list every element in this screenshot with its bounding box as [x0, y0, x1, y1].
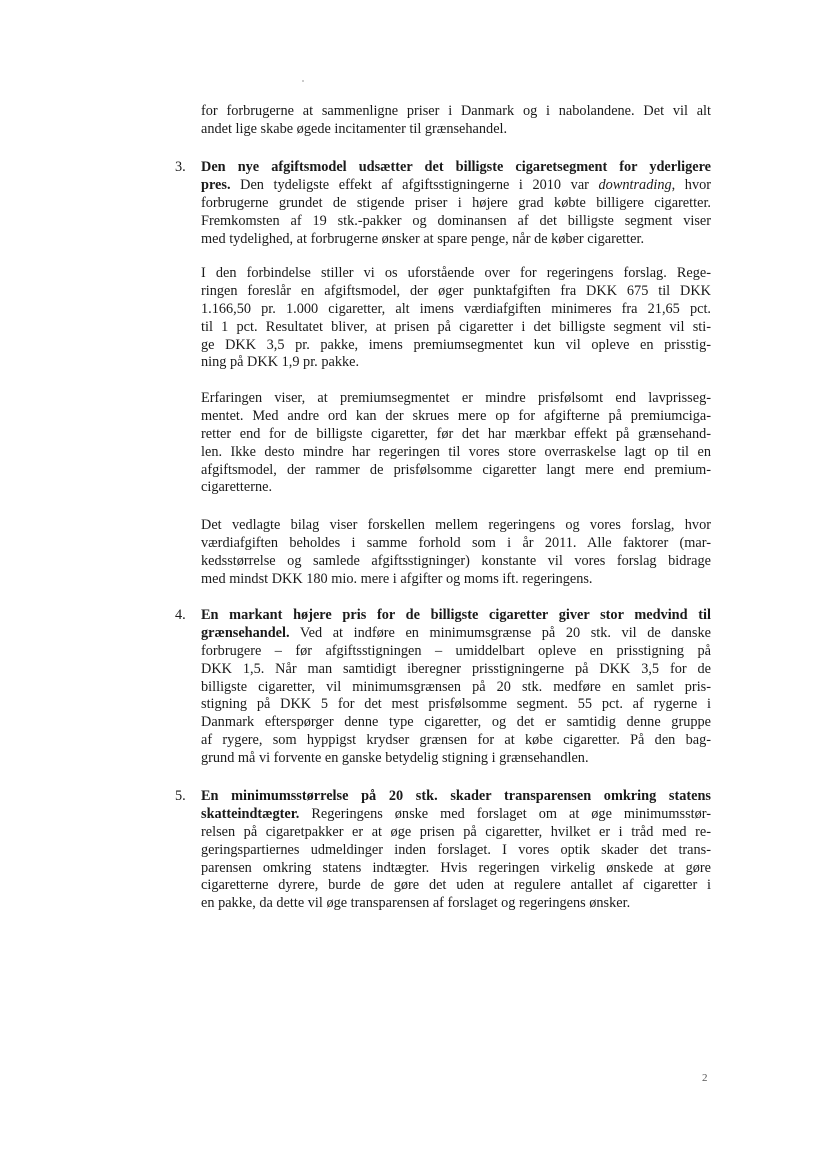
item-heading: [201, 159, 711, 177]
text-line: stigning på DKK 5 for det mest prisfølsomme segment. 55 pct. af rygerne i: [201, 696, 711, 713]
text-line: geringspartiernes udmeldinger inden forslaget. I vores optik skader det trans-: [201, 841, 711, 858]
text-line: forbrugerne grundet de stigende priser i højere grad købte billigere cigaretter.: [201, 194, 711, 211]
intro-paragraph: [201, 103, 711, 139]
text-line: cigaretterne.: [201, 479, 273, 496]
list-number: 4.: [175, 607, 186, 623]
text-line: af rygere, som hyppigst krydser grænsen for at købe cigaretter. På den bag-: [201, 732, 711, 749]
page-number: 2: [702, 1072, 708, 1084]
text-line: billigste cigaretter, vil minimumsgrænsen på 20 stk. medføre en samlet pris-: [201, 678, 711, 695]
list-number: 5.: [175, 788, 186, 804]
text-span: Ved at indføre en minimumsgrænse på 20 stk. vil de danske: [289, 624, 711, 641]
paragraph-erfaringen: [201, 390, 711, 497]
text-line: andet lige skabe øgede incitamenter til grænsehandel.: [201, 120, 508, 137]
item-heading-text: En markant højere pris for de billigste cigaretter giver stor medvind til: [201, 607, 711, 623]
text-line: med tydelighed, at forbrugerne ønsker at spare penge, når de køber cigaretter.: [201, 230, 645, 247]
text-line: ge DKK 3,5 pr. pakke, imens premiumsegmentet kun vil opleve en prisstig-: [201, 336, 711, 353]
text-line: ning på DKK 1,9 pr. pakke.: [201, 354, 360, 371]
text-span: Den tydeligste effekt af afgiftsstigningerne i 2010 var: [230, 176, 599, 193]
text-line: DKK 1,5. Når man samtidigt iberegner prisstigningerne på DKK 3,5 for de: [201, 660, 711, 677]
item-heading-text: Den nye afgiftsmodel udsætter det billigste cigaretsegment for yderligere: [201, 159, 711, 175]
text-line: afgiftsmodel, der rammer de prisfølsomme cigaretter langt mere end premium-: [201, 461, 711, 478]
text-line: 1.166,50 pr. 1.000 cigaretter, alt imens værdiafgiften minimeres fra 21,65 pct.: [201, 300, 711, 317]
text-line: en pakke, da dette vil øge transparensen af forslaget og regeringens ønsker.: [201, 895, 631, 912]
text-line: parensen omkring statens indtægter. Hvis regeringen virkelig ønskede at gøre: [201, 859, 711, 876]
text-line: værdiafgiften beholdes i samme forhold som i år 2011. Alle faktorer (mar-: [201, 534, 711, 551]
text-line: forbrugere – før afgiftsstigningen – umiddelbart opleve en prisstigning på: [201, 642, 711, 659]
text-line: til 1 pct. Resultatet bliver, at prisen på cigaretter i det billigste segment vil sti-: [201, 318, 711, 335]
text-line: med mindst DKK 180 mio. mere i afgifter og moms ift. regeringens.: [201, 570, 593, 587]
text-line: cigaretterne dyrere, burde de gøre det uden at regulere antallet af cigaretter i: [201, 877, 711, 894]
text-line: Danmark efterspørger denne type cigaretter, og det er samtidig denne gruppe: [201, 714, 711, 731]
text-line: Erfaringen viser, at premiumsegmentet er mindre prisfølsomt end lavprisseg-: [201, 390, 711, 406]
text-line: [201, 806, 711, 824]
text-line: grund må vi forvente en ganske betydelig stigning i grænsehandlen.: [201, 750, 589, 767]
text-line: Fremkomsten af 19 stk.-pakker og dominansen af det billigste segment viser: [201, 212, 711, 229]
item-heading: [201, 607, 711, 625]
list-item-4: [201, 607, 711, 768]
text-line: [201, 177, 711, 195]
item-heading-text: En minimumsstørrelse på 20 stk. skader transparensen omkring statens: [201, 788, 711, 804]
item-heading-text: skatteindtægter.: [201, 805, 300, 822]
list-number: 3.: [175, 159, 186, 175]
text-line: I den forbindelse stiller vi os uforstående over for regeringens forslag. Rege-: [201, 265, 711, 281]
list-item-3: [201, 159, 711, 248]
list-item-5: [201, 788, 711, 913]
scan-speck: [302, 80, 304, 82]
text-line: len. Ikke desto mindre har regeringen til vores store overraskelse lagt op til en: [201, 443, 711, 460]
item-heading-text: grænsehandel.: [201, 624, 290, 641]
paragraph-bilag: [201, 517, 711, 589]
text-line: relsen på cigaretpakker er at øge prisen på cigaretter, hvilket er i tråd med re-: [201, 823, 711, 840]
text-line: mentet. Med andre ord kan der skrues mere op for afgifterne på premiumciga-: [201, 407, 711, 424]
text-span: , hvor: [671, 176, 712, 193]
text-line: for forbrugerne at sammenligne priser i Danmark og i nabolandene. Det vil alt: [201, 103, 711, 119]
text-span: Regeringens ønske med forslaget om at øge minimumsstør-: [299, 805, 711, 822]
text-line: kedsstørrelse og samlede afgiftsstigninger) konstante vil vores forslag bidrage: [201, 552, 711, 569]
item-heading: [201, 788, 711, 806]
italic-term: downtrading: [598, 176, 672, 193]
text-line: retter end for de billigste cigaretter, før det har mærkbar effekt på grænsehand-: [201, 425, 711, 442]
item-heading-text: pres.: [201, 176, 231, 193]
text-line: Det vedlagte bilag viser forskellen mellem regeringens og vores forslag, hvor: [201, 517, 711, 533]
text-line: ringen foreslår en afgiftsmodel, der øger punktafgiften fra DKK 675 til DKK: [201, 282, 711, 299]
text-line: [201, 625, 711, 643]
paragraph-regeringens-forslag: [201, 265, 711, 372]
